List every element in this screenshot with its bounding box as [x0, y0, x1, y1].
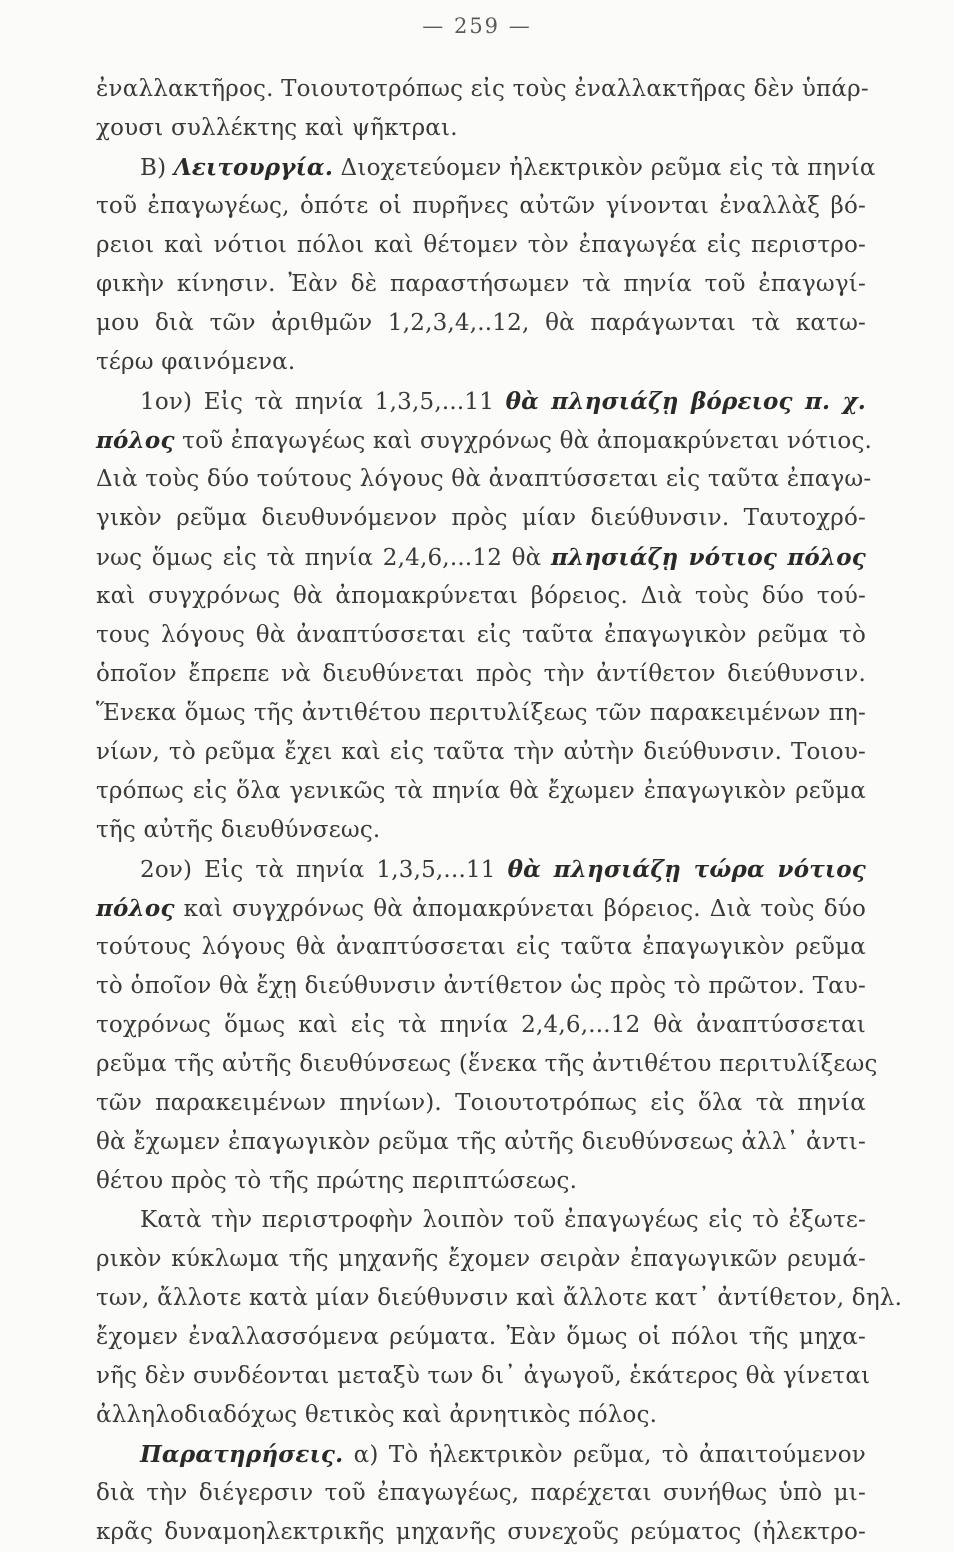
text-segment: νως ὅμως εἰς τὰ πηνία 2,4,6,...12 θὰ	[96, 545, 551, 571]
text-segment: ὁποῖον ἔπρεπε νὰ διευθύνεται πρὸς τὴν ἀντίθετον διεύθυνσιν.	[96, 661, 866, 687]
text-line	[96, 811, 866, 850]
text-line	[96, 304, 866, 343]
text-segment: τους λόγους θὰ ἀναπτύσσεται εἰς ταῦτα ἐπαγωγικὸν ρεῦμα τὸ	[96, 622, 866, 648]
text-segment: μου διὰ τῶν ἀριθμῶν 1,2,3,4,..12, θὰ παράγωνται τὰ κατω-	[96, 310, 866, 336]
text-line	[96, 1279, 903, 1318]
text-line	[96, 421, 873, 460]
text-line	[96, 850, 866, 889]
text-segment: φικὴν κίνησιν. Ἐὰν δὲ παραστήσωμεν τὰ πηνία τοῦ ἐπαγωγί-	[96, 271, 866, 297]
text-segment: καὶ συγχρόνως θὰ ἀπομακρύνεται βόρειος. Διὰ τοὺς δύο τού-	[96, 583, 866, 609]
text-segment: α) Τὸ ἠλεκτρικὸν ρεῦμα, τὸ ἀπαιτούμενον	[343, 1442, 866, 1468]
emphasized-text: Παρατηρήσεις.	[140, 1441, 344, 1468]
text-line	[96, 694, 866, 733]
text-segment: 2ον) Εἰς τὰ πηνία 1,3,5,...11	[140, 857, 508, 883]
text-segment: γικὸν ρεῦμα διευθυνόμενον πρὸς μίαν διεύθυνσιν. Ταυτοχρό-	[96, 505, 866, 531]
text-segment: Β)	[140, 155, 174, 181]
text-line	[96, 148, 876, 187]
text-line	[96, 1435, 866, 1474]
text-line	[96, 1396, 866, 1435]
text-line	[96, 1201, 866, 1240]
text-segment: κρᾶς δυναμοηλεκτρικῆς μηχανῆς συνεχοῦς ρεύματος (ἠλεκτρο-	[96, 1519, 866, 1545]
text-segment: ἐναλλακτῆρος. Τοιουτοτρόπως εἰς τοὺς ἐναλλακτῆρας δὲν ὑπάρ-	[96, 76, 869, 102]
text-segment: νίων, τὸ ρεῦμα ἔχει καὶ εἰς ταῦτα τὴν αὐτὴν διεύθυνσιν. Τοιου-	[96, 739, 866, 765]
emphasized-text: πλησιάζῃ νότιος πόλος	[550, 544, 866, 571]
text-segment: τέρω φαινόμενα.	[96, 349, 296, 375]
text-line	[96, 772, 866, 811]
text-segment: τοῦ ἐπαγωγέως καὶ συγχρόνως θὰ ἀπομακρύνεται νότιος.	[174, 428, 873, 454]
text-line	[96, 1123, 866, 1162]
page-number: — 259 —	[422, 14, 532, 38]
text-line	[96, 1513, 866, 1552]
text-segment: ἀλληλοδιαδόχως θετικὸς καὶ ἀρνητικὸς πόλος.	[96, 1402, 658, 1428]
text-segment: θὰ ἔχωμεν ἐπαγωγικὸν ρεῦμα τῆς αὐτῆς διευθύνσεως ἀλλ᾽ ἀντι-	[96, 1129, 866, 1155]
text-line	[96, 928, 866, 967]
text-line	[96, 967, 866, 1006]
text-segment: ἔχομεν ἐναλλασσόμενα ρεύματα. Ἐὰν ὅμως οἱ πόλοι τῆς μηχα-	[96, 1324, 866, 1350]
emphasized-text: θὰ πλησιάζῃ τώρα νότιος	[507, 856, 866, 883]
text-segment: τοῦ ἐπαγωγέως, ὁπότε οἱ πυρῆνες αὐτῶν γίνονται ἐναλλὰξ βό-	[96, 193, 866, 219]
text-segment: τούτους λόγους θὰ ἀναπτύσσεται εἰς ταῦτα ἐπαγωγικὸν ρεῦμα	[96, 934, 866, 960]
text-segment: χουσι συλλέκτης καὶ ψῆκτραι.	[96, 115, 458, 141]
text-segment: των, ἄλλοτε κατὰ μίαν διεύθυνσιν καὶ ἄλλοτε κατ᾽ ἀντίθετον, δηλ.	[96, 1285, 903, 1311]
text-line	[96, 226, 866, 265]
text-segment: ρειοι καὶ νότιοι πόλοι καὶ θέτομεν τὸν ἐπαγωγέα εἰς περιστρο-	[96, 232, 866, 258]
text-line	[96, 733, 866, 772]
text-segment: τῆς αὐτῆς διευθύνσεως.	[96, 817, 381, 843]
text-line	[96, 265, 866, 304]
text-segment: καὶ συγχρόνως θὰ ἀπομακρύνεται βόρειος. Διὰ τοὺς δύο	[174, 896, 866, 922]
text-segment: τῶν παρακειμένων πηνίων). Τοιουτοτρόπως εἰς ὅλα τὰ πηνία	[96, 1090, 866, 1116]
text-segment: ρεῦμα τῆς αὐτῆς διευθύνσεως (ἕνεκα τῆς ἀντιθέτου περιτυλίξεως	[96, 1051, 878, 1077]
text-segment: νῆς δὲν συνδέονται μεταξὺ των δι᾽ ἀγωγοῦ, ἑκάτερος θὰ γίνεται	[96, 1363, 871, 1389]
text-line	[96, 1357, 871, 1396]
emphasized-text: πόλος	[96, 427, 175, 454]
text-line	[96, 343, 866, 382]
emphasized-text: Λειτουργία.	[173, 154, 334, 181]
text-line	[96, 538, 866, 577]
text-line	[96, 382, 866, 421]
emphasized-text: θὰ πλησιάζῃ βόρειος π. χ.	[505, 388, 866, 415]
text-line	[96, 1084, 866, 1123]
text-segment: θέτου πρὸς τὸ τῆς πρώτης περιπτώσεως.	[96, 1168, 578, 1194]
text-line	[96, 1162, 866, 1201]
text-line	[96, 1318, 866, 1357]
text-segment: Διοχετεύομεν ἠλεκτρικὸν ρεῦμα εἰς τὰ πηνία	[333, 155, 876, 181]
text-segment: Κατὰ τὴν περιστροφὴν λοιπὸν τοῦ ἐπαγωγέως εἰς τὸ ἐξωτε-	[140, 1207, 866, 1233]
text-line	[96, 499, 866, 538]
text-segment: Διὰ τοὺς δύο τούτους λόγους θὰ ἀναπτύσσεται εἰς ταῦτα ἐπαγω-	[96, 466, 872, 492]
text-line	[96, 1006, 866, 1045]
text-line	[96, 1240, 866, 1279]
text-line	[96, 616, 866, 655]
text-line	[96, 70, 869, 109]
text-segment: διὰ τὴν διέγερσιν τοῦ ἐπαγωγέως, παρέχεται συνήθως ὑπὸ μι-	[96, 1480, 866, 1506]
text-line	[96, 1045, 878, 1084]
body-text	[96, 70, 903, 1552]
text-line	[96, 1474, 866, 1513]
text-line	[96, 460, 872, 499]
text-line	[96, 187, 866, 226]
text-line	[96, 109, 866, 148]
text-segment: ρικὸν κύκλωμα τῆς μηχανῆς ἔχομεν σειρὰν ἐπαγωγικῶν ρευμά-	[96, 1246, 866, 1272]
text-segment: Ἕνεκα ὅμως τῆς ἀντιθέτου περιτυλίξεως τῶν παρακειμένων πη-	[96, 700, 866, 726]
emphasized-text: πόλος	[96, 895, 175, 922]
text-segment: 1ον) Εἰς τὰ πηνία 1,3,5,...11	[140, 389, 506, 415]
text-line	[96, 655, 866, 694]
text-line	[96, 889, 866, 928]
text-segment: τὸ ὁποῖον θὰ ἔχῃ διεύθυνσιν ἀντίθετον ὡς πρὸς τὸ πρῶτον. Ταυ-	[96, 973, 866, 999]
text-line	[96, 577, 866, 616]
text-segment: τοχρόνως ὅμως καὶ εἰς τὰ πηνία 2,4,6,...12 θὰ ἀναπτύσσεται	[96, 1012, 866, 1038]
text-segment: τρόπως εἰς ὅλα γενικῶς τὰ πηνία θὰ ἔχωμεν ἐπαγωγικὸν ρεῦμα	[96, 778, 866, 804]
